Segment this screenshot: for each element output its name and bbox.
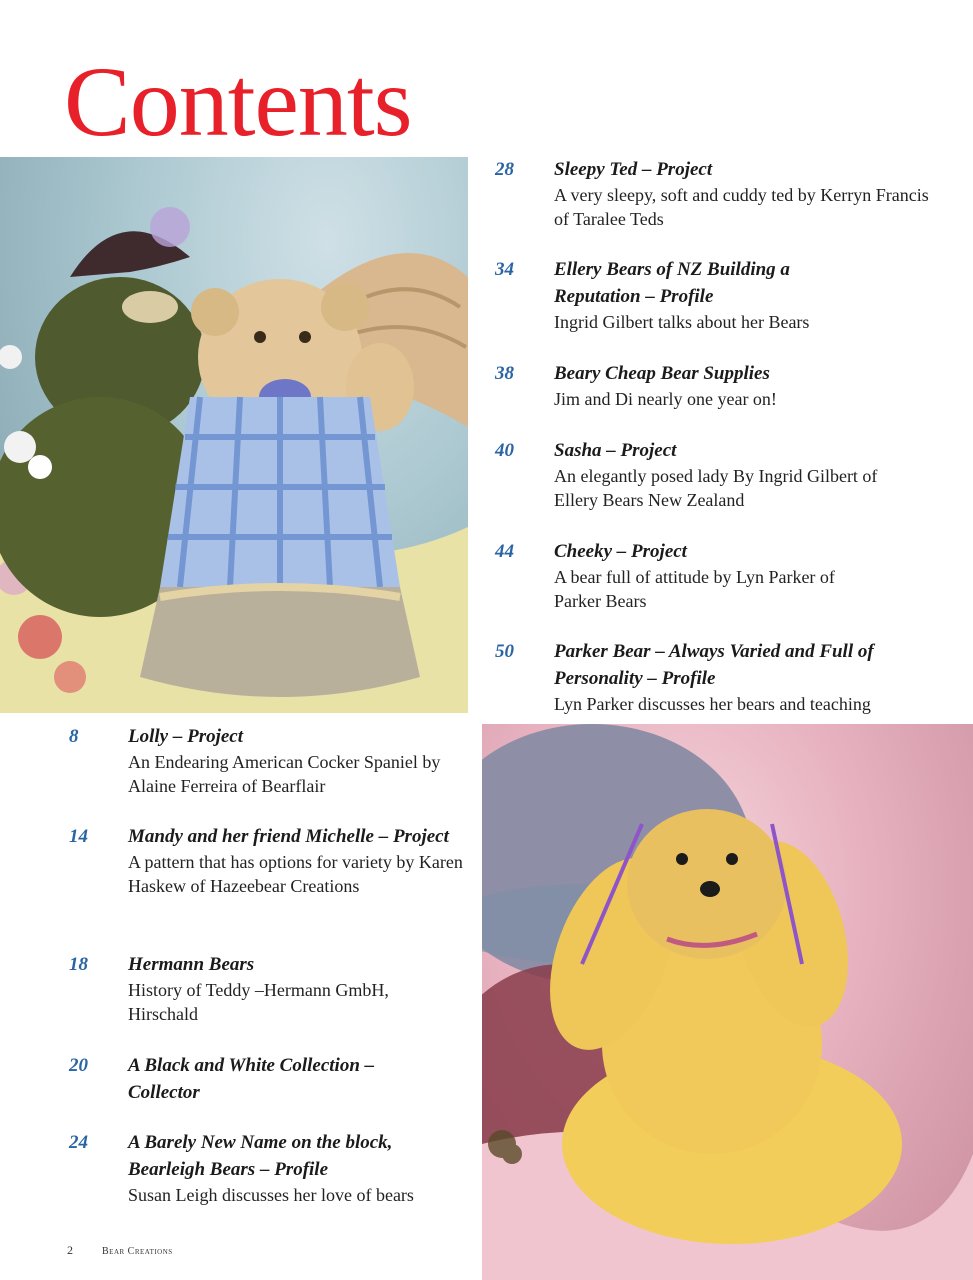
page-number: 24 (69, 1132, 88, 1153)
page-footer (67, 1243, 173, 1258)
cocker-spaniel-illustration (482, 724, 973, 1280)
article-description: History of Teddy –Hermann GmbH, Hirschald (128, 980, 389, 1024)
article-title: Cheeky – Project (554, 541, 687, 562)
teddy-bear-photo (0, 157, 468, 713)
article-title: Sasha – Project (554, 440, 677, 461)
article-title: Ellery Bears of NZ Building a Reputation – Profile (554, 259, 790, 307)
article-description: Lyn Parker discusses her bears and teaching (554, 694, 871, 714)
page-number: 18 (69, 954, 88, 975)
page-number: 14 (69, 826, 88, 847)
page-number: 34 (495, 259, 514, 280)
article-title: Beary Cheap Bear Supplies (554, 363, 770, 384)
page-title: Contents (64, 46, 412, 157)
article-description: An Endearing American Cocker Spaniel by Alaine Ferreira of Bearflair (128, 752, 441, 796)
page-number: 20 (69, 1055, 88, 1076)
footer-page-number: 2 (67, 1243, 73, 1257)
page-number: 40 (495, 440, 514, 461)
article-title: Mandy and her friend Michelle – Project (128, 826, 449, 847)
article-title: Lolly – Project (128, 726, 244, 747)
teddy-bear-illustration (0, 157, 468, 713)
article-title: Hermann Bears (128, 954, 255, 975)
article-description: A pattern that has options for variety by Karen Haskew of Hazeebear Creations (128, 852, 463, 896)
page-number: 28 (495, 159, 514, 180)
cocker-spaniel-photo (482, 724, 973, 1280)
page-number: 38 (495, 363, 514, 384)
footer-publication-name: Bear Creations (102, 1246, 173, 1257)
article-title: A Black and White Collection – Collector (128, 1055, 375, 1103)
page-number: 44 (495, 541, 514, 562)
article-description: Susan Leigh discusses her love of bears (128, 1185, 414, 1205)
article-description: A very sleepy, soft and cuddy ted by Kerryn Francis of Taralee Teds (554, 185, 929, 229)
article-title: Parker Bear – Always Varied and Full of Personality – Profile (554, 641, 874, 689)
article-description: An elegantly posed lady By Ingrid Gilbert of Ellery Bears New Zealand (554, 466, 878, 510)
page-number: 8 (69, 726, 79, 747)
article-title: Sleepy Ted – Project (554, 159, 713, 180)
article-title: A Barely New Name on the block, Bearleigh Bears – Profile (128, 1132, 393, 1180)
article-description: Ingrid Gilbert talks about her Bears (554, 312, 810, 332)
article-description: A bear full of attitude by Lyn Parker of Parker Bears (554, 567, 835, 611)
article-description: Jim and Di nearly one year on! (554, 389, 777, 409)
page-number: 50 (495, 641, 514, 662)
